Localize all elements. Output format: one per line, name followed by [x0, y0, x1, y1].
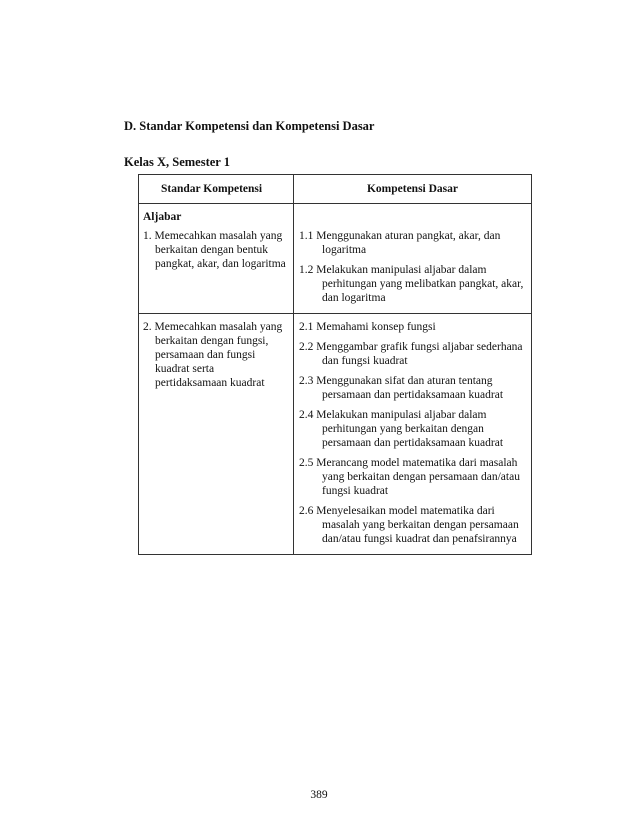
group-label: Aljabar [143, 211, 182, 223]
sk-text: 2. Memecahkan masalah yang berkaitan dengan fungsi, persamaan dan fungsi kuadrat serta pertidaksamaan kuadrat [143, 321, 283, 389]
sk-cell [139, 204, 294, 314]
kd-item: 2.3 Menggunakan sifat dan aturan tentang persamaan dan pertidaksamaan kuadrat [299, 375, 504, 401]
page-number: 389 [310, 789, 328, 801]
sk-text: 1. Memecahkan masalah yang berkaitan dengan bentuk pangkat, akar, dan logaritma [143, 230, 286, 270]
kd-item: 1.1 Menggunakan aturan pangkat, akar, dan logaritma [299, 230, 501, 256]
competency-table [138, 174, 532, 555]
kd-item: 2.2 Menggambar grafik fungsi aljabar sederhana dan fungsi kuadrat [299, 341, 523, 367]
sk-cell [139, 314, 294, 555]
table-row [139, 204, 532, 314]
header-standar-kompetensi: Standar Kompetensi [139, 175, 294, 204]
table-row [139, 314, 532, 555]
kd-item: 2.4 Melakukan manipulasi aljabar dalam perhitungan yang berkaitan dengan persamaan dan pertidaksamaan kuadrat [299, 409, 504, 449]
header-kompetensi-dasar: Kompetensi Dasar [294, 175, 532, 204]
kd-cell [294, 314, 532, 555]
kd-item: 2.6 Menyelesaikan model matematika dari masalah yang berkaitan dengan persamaan dan/atau fungsi kuadrat dan penafsirannya [299, 505, 519, 545]
table-header-row [139, 175, 532, 204]
kd-item: 1.2 Melakukan manipulasi aljabar dalam perhitungan yang melibatkan pangkat, akar, dan logaritma [299, 264, 524, 304]
kd-item: 2.1 Memahami konsep fungsi [299, 321, 436, 333]
section-title: D. Standar Kompetensi dan Kompetensi Dasar [124, 119, 375, 133]
kd-cell [294, 204, 532, 314]
kd-item: 2.5 Merancang model matematika dari masalah yang berkaitan dengan persamaan dan/atau fungsi kuadrat [299, 457, 520, 497]
semester-heading: Kelas X, Semester 1 [124, 155, 230, 169]
